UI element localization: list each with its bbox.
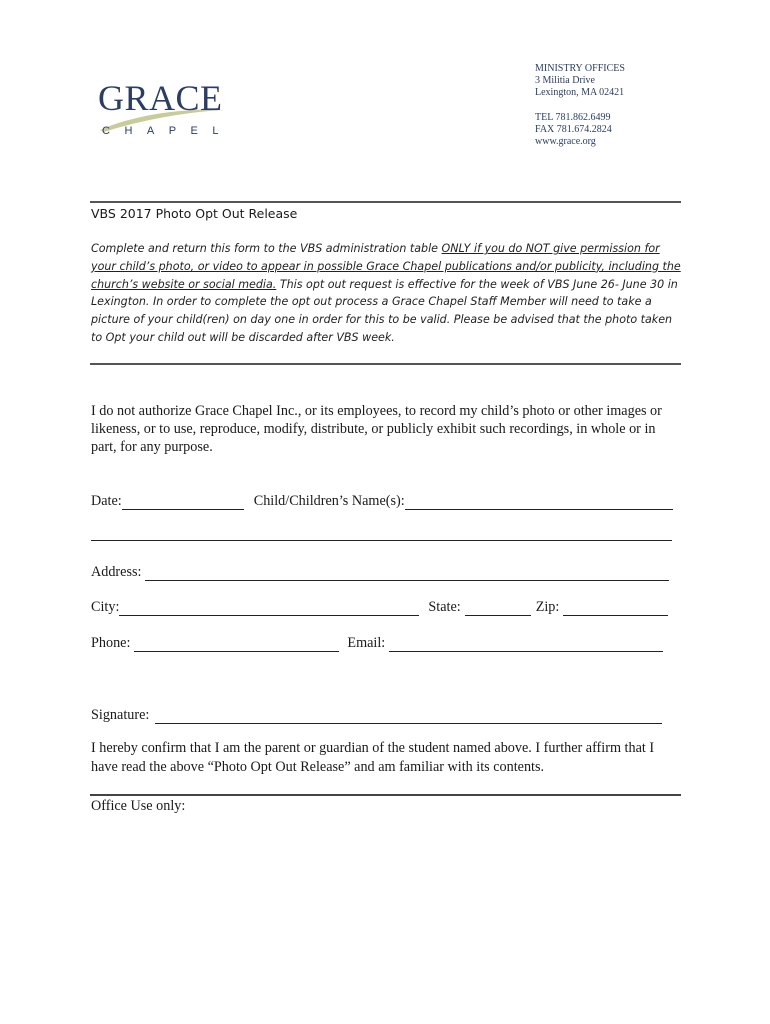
children-name-field[interactable] — [405, 494, 673, 510]
ministry-offices-contact — [535, 63, 625, 148]
date-children-row — [91, 490, 673, 510]
contact-tel: TEL 781.862.6499 — [535, 111, 611, 123]
state-label: State: — [428, 599, 461, 615]
date-field[interactable] — [122, 494, 244, 510]
logo-wordmark: GRACE — [98, 78, 223, 118]
office-divider — [90, 794, 681, 796]
instructions-text-2: This opt out request is effective for the week of VBS June 26- June 30 in Lexington. In order to complete the opt out process a Grace Chapel Staff Member will need to take a picture of your child(ren) on day one in order for this to be valid. Please be advised that the photo taken to Opt your child out will be discarded after VBS week. — [91, 277, 678, 344]
instructions-paragraph — [91, 240, 683, 347]
office-use-label: Office Use only: — [91, 798, 186, 814]
contact-title: MINISTRY OFFICES — [535, 63, 625, 74]
phone-field[interactable] — [134, 636, 339, 652]
email-label: Email: — [347, 635, 386, 651]
grace-chapel-logo — [96, 80, 236, 144]
email-field[interactable] — [389, 636, 663, 652]
contact-fax: FAX 781.674.2824 — [535, 123, 612, 135]
city-label: City: — [91, 599, 120, 615]
phone-label: Phone: — [91, 635, 131, 651]
date-label: Date: — [91, 493, 122, 509]
guardian-confirmation: I hereby confirm that I am the parent or guardian of the student named above. I further affirm that I have read the above “Photo Opt Out Release” and am familiar with its contents. — [91, 740, 655, 775]
instructions-underlined: ONLY if you do NOT give permission for your child’s photo, or video to appear in possible Grace Chapel publications and/or publicity, including the church’s website or social media. — [91, 242, 681, 291]
zip-label: Zip: — [535, 599, 560, 615]
logo-subtitle: CHAPEL — [102, 125, 234, 137]
authorization-statement: I do not authorize Grace Chapel Inc., or its employees, to record my child’s photo or other images or likeness, or to use, reproduce, modify, distribute, or publicly exhibit such recordings, in whole or in part, for any purpose. — [91, 403, 662, 455]
contact-city: Lexington, MA 02421 — [535, 87, 625, 99]
city-field[interactable] — [119, 600, 419, 616]
zip-field[interactable] — [563, 600, 668, 616]
phone-email-row — [91, 632, 663, 652]
signature-row — [91, 704, 662, 724]
signature-field[interactable] — [155, 708, 662, 724]
instructions-text-1: Complete and return this form to the VBS administration table — [91, 242, 442, 255]
address-label: Address: — [91, 564, 142, 580]
address-field[interactable] — [145, 565, 669, 581]
contact-street: 3 Militia Drive — [535, 75, 595, 87]
form-title: VBS 2017 Photo Opt Out Release — [91, 206, 298, 221]
instructions-divider — [90, 363, 681, 365]
children-name-field-continued[interactable] — [91, 540, 672, 541]
city-state-zip-row — [91, 596, 668, 616]
address-row — [91, 561, 669, 581]
state-field[interactable] — [465, 600, 531, 616]
header-divider — [90, 201, 681, 203]
contact-web: www.grace.org — [535, 136, 596, 148]
children-label: Child/Children’s Name(s): — [253, 493, 405, 509]
signature-label: Signature: — [91, 707, 150, 723]
